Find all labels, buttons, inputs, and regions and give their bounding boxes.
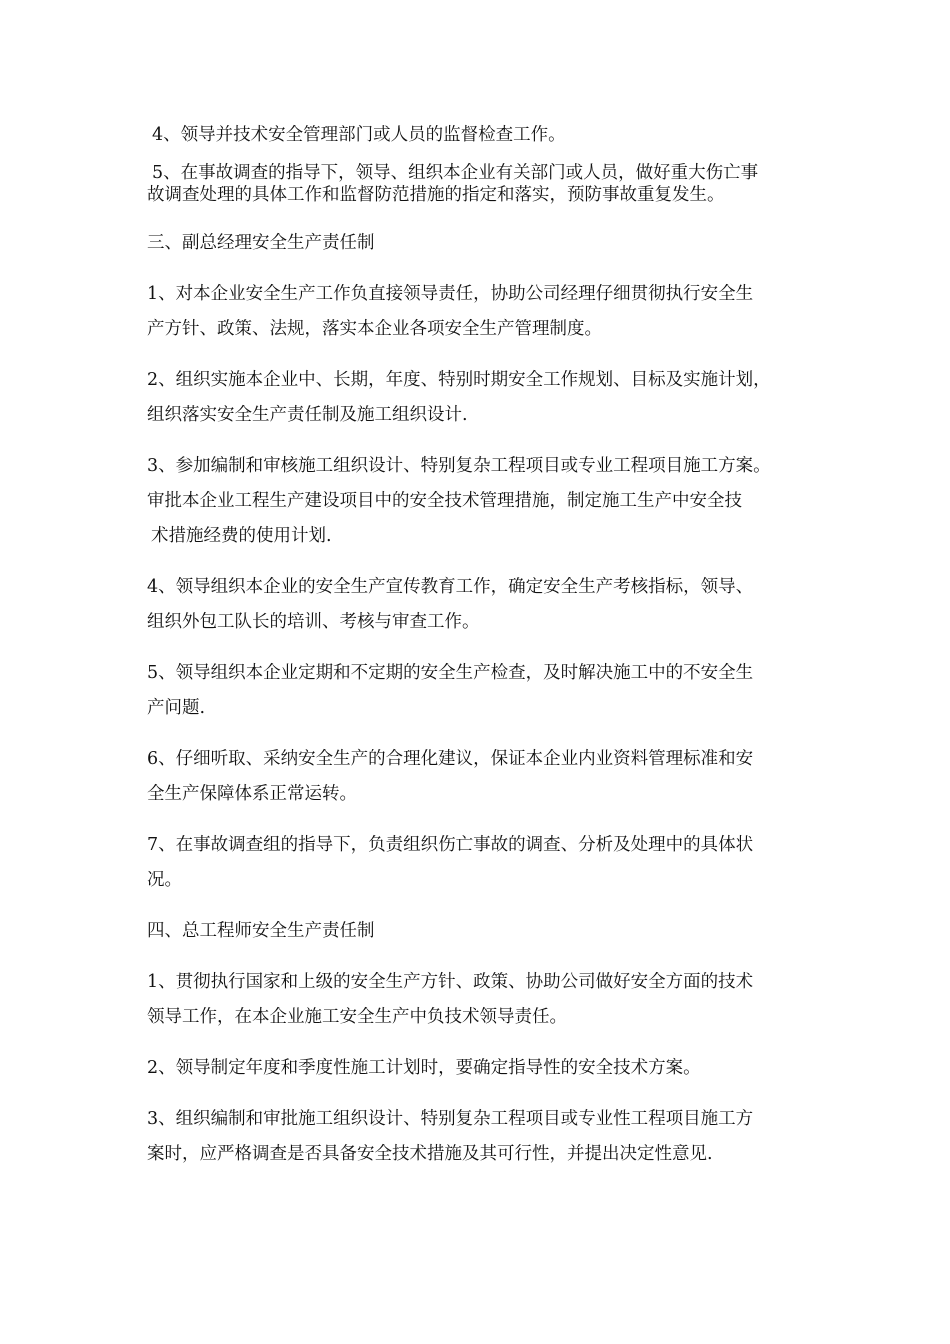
s4-item-1-line-1: 1、贯彻执行国家和上级的安全生产方针、政策、协助公司做好安全方面的技术 (147, 972, 754, 992)
s4-item-3-line-2: 案时，应严格调查是否具备安全技术措施及其可行性，并提出决定性意见. (147, 1144, 713, 1164)
s3-item-4-line-2: 组织外包工队长的培训、考核与审查工作。 (147, 612, 480, 632)
s3-item-6-line-1: 6、仔细听取、采纳安全生产的合理化建议，保证本企业内业资料管理标准和安 (147, 749, 754, 769)
s4-item-2-line-1: 2、领导制定年度和季度性施工计划时，要确定指导性的安全技术方案。 (147, 1058, 701, 1078)
s3-item-7-line-1: 7、在事故调查组的指导下，负责组织伤亡事故的调查、分析及处理中的具体状 (147, 835, 754, 855)
s3-item-7-line-2: 况。 (147, 870, 182, 890)
s3-item-3-line-3: 术措施经费的使用计划. (151, 526, 332, 546)
s3-item-5-line-2: 产问题. (147, 698, 206, 718)
item-5-top-line-2: 故调查处理的具体工作和监督防范措施的指定和落实，预防事故重复发生。 (147, 185, 725, 205)
s3-item-5-line-1: 5、领导组织本企业定期和不定期的安全生产检查，及时解决施工中的不安全生 (147, 663, 754, 683)
s3-item-2-line-2: 组织落实安全生产责任制及施工组织设计. (147, 405, 468, 425)
s3-item-4-line-1: 4、领导组织本企业的安全生产宣传教育工作，确定安全生产考核指标，领导、 (147, 577, 754, 597)
item-5-top-line-1: 5、在事故调查的指导下，领导、组织本企业有关部门或人员，做好重大伤亡事 (152, 163, 759, 183)
s4-item-1-line-2: 领导工作，在本企业施工安全生产中负技术领导责任。 (147, 1007, 567, 1027)
s3-item-6-line-2: 全生产保障体系正常运转。 (147, 784, 357, 804)
s4-item-3-line-1: 3、组织编制和审批施工组织设计、特别复杂工程项目或专业性工程项目施工方 (147, 1109, 754, 1129)
item-4-top: 4、领导并技术安全管理部门或人员的监督检查工作。 (152, 125, 566, 145)
s3-item-3-line-1: 3、参加编制和审核施工组织设计、特别复杂工程项目或专业工程项目施工方案。 (147, 456, 771, 476)
section-3-heading: 三、副总经理安全生产责任制 (147, 233, 375, 253)
s3-item-1-line-1: 1、对本企业安全生产工作负直接领导责任，协助公司经理仔细贯彻执行安全生 (147, 284, 754, 304)
s3-item-3-line-2: 审批本企业工程生产建设项目中的安全技术管理措施，制定施工生产中安全技 (147, 491, 742, 511)
section-4-heading: 四、总工程师安全生产责任制 (147, 921, 375, 941)
s3-item-2-line-1: 2、组织实施本企业中、长期，年度、特别时期安全工作规划、目标及实施计划， (147, 370, 771, 390)
s3-item-1-line-2: 产方针、政策、法规，落实本企业各项安全生产管理制度。 (147, 319, 602, 339)
